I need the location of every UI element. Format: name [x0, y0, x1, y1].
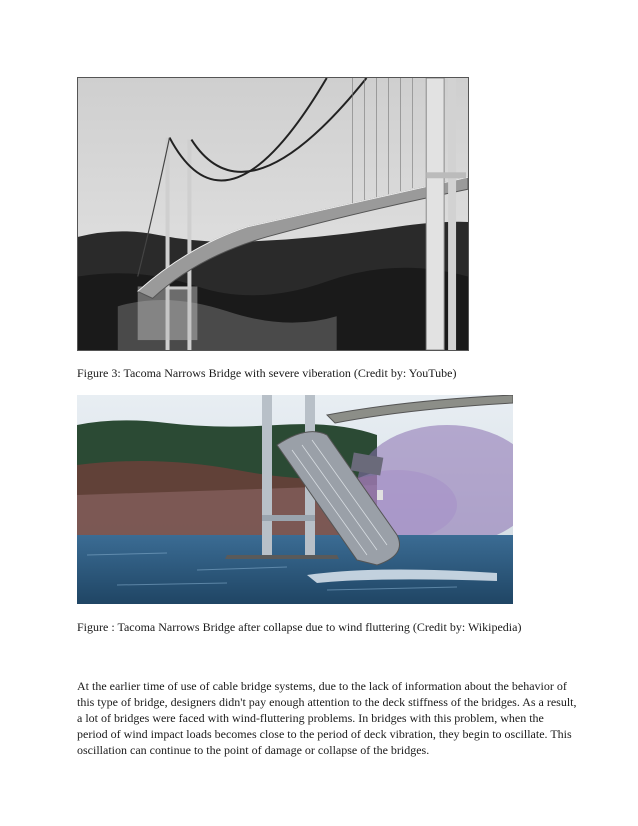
bridge-twisting-photo — [77, 77, 469, 351]
figure-caption: Figure : Tacoma Narrows Bridge after collapse due to wind fluttering (Credit by: Wikipedia) — [77, 620, 522, 634]
figure-caption: Figure 3: Tacoma Narrows Bridge with severe viberation (Credit by: YouTube) — [77, 366, 457, 380]
bridge-collapse-photo — [77, 395, 513, 604]
body-paragraph: At the earlier time of use of cable bridge systems, due to the lack of information about the behavior of this type of bridge, designers didn't pay enough attention to the deck stiffness of the bridges. As a result, a lot of bridges were faced with wind-fluttering problems. In bridges with this problem, when the period of wind impact loads becomes close to the period of deck vibration, they begin to oscillate. This oscillation can continue to the point of damage or collapse of the bridges. — [77, 679, 577, 757]
